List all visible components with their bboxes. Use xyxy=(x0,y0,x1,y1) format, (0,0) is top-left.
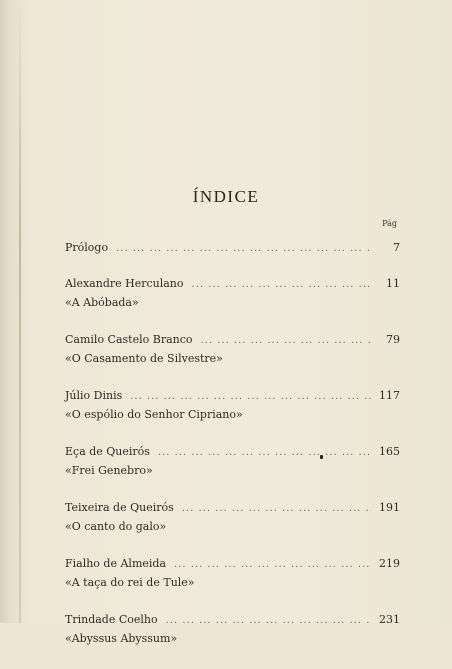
dot-leader xyxy=(116,242,372,256)
toc-author: Prólogo xyxy=(65,241,109,254)
dot-leader xyxy=(158,446,371,460)
toc-page-number: 11 xyxy=(386,277,400,290)
dot-leader xyxy=(166,614,371,628)
toc-entry-teixeira-de-queiros xyxy=(65,501,400,534)
toc-work-title: «O canto do galo» xyxy=(65,520,167,533)
toc-entry-castelo-branco xyxy=(65,333,400,366)
toc-entry-julio-dinis xyxy=(65,389,400,422)
dot-leader xyxy=(174,558,371,572)
toc-entry-prologo xyxy=(65,241,400,255)
toc-author: Alexandre Herculano xyxy=(65,277,184,290)
toc-author: Fialho de Almeida xyxy=(65,557,166,570)
toc-work-title: «Abyssus Abyssum» xyxy=(65,632,178,645)
toc-author: Camilo Castelo Branco xyxy=(65,333,193,346)
dot-leader xyxy=(192,278,372,292)
dot-leader xyxy=(130,390,371,404)
dot-leader xyxy=(201,334,372,348)
toc-author: Eça de Queirós xyxy=(65,445,150,458)
toc-author: Teixeira de Queirós xyxy=(65,501,174,514)
table-of-contents xyxy=(65,241,400,669)
toc-entry-trindade-coelho xyxy=(65,613,400,646)
index-title: ÍNDICE xyxy=(192,187,260,206)
toc-page-number: 117 xyxy=(379,389,400,402)
toc-work-title: «O Casamento de Silvestre» xyxy=(65,352,223,365)
toc-page-number: 231 xyxy=(379,613,400,626)
toc-work-title: «O espólio do Senhor Cipriano» xyxy=(65,408,243,421)
toc-work-title: «A taça do rei de Tule» xyxy=(65,576,195,589)
toc-author: Júlio Dinis xyxy=(65,389,123,402)
toc-work-title: «A Abóbada» xyxy=(65,296,139,309)
toc-author: Trindade Coelho xyxy=(65,613,158,626)
toc-page-number: 7 xyxy=(393,241,400,254)
dot-leader xyxy=(182,502,371,516)
page-column-label: Pág xyxy=(382,219,397,228)
toc-page-number: 165 xyxy=(379,445,400,458)
toc-entry-eca-de-queiros xyxy=(65,445,400,478)
toc-page-number: 219 xyxy=(379,557,400,570)
toc-entry-fialho-de-almeida xyxy=(65,557,400,590)
toc-work-title: «Frei Genebro» xyxy=(65,464,153,477)
toc-entry-herculano xyxy=(65,277,400,310)
toc-page-number: 191 xyxy=(379,501,400,514)
ink-speck xyxy=(320,455,323,459)
page-gutter xyxy=(19,0,21,623)
toc-page-number: 79 xyxy=(386,333,400,346)
